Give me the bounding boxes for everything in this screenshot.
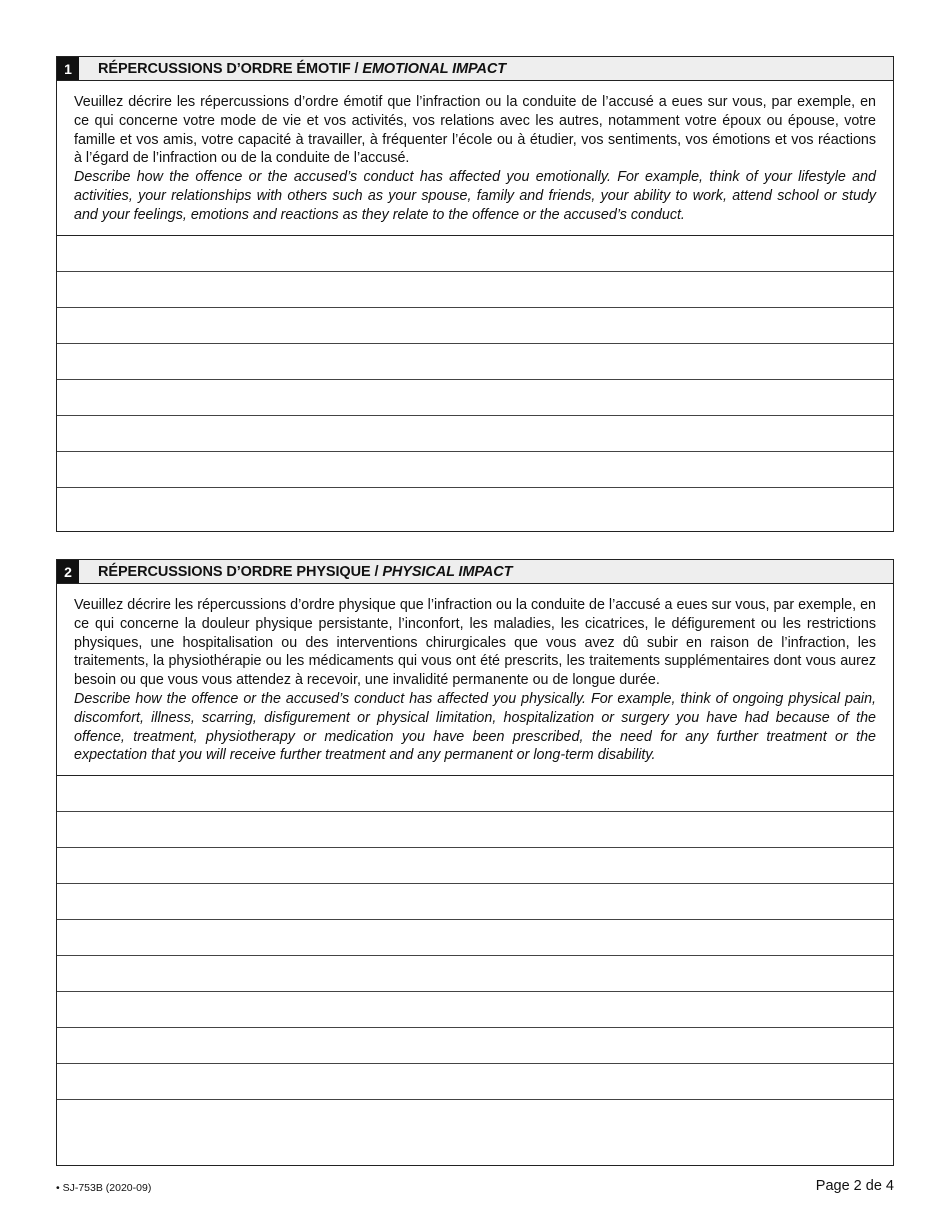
page-number: Page 2 de 4	[815, 1178, 894, 1194]
section-number: 2	[57, 560, 79, 583]
section-title-en: PHYSICAL IMPACT	[382, 563, 513, 580]
answer-line[interactable]	[57, 236, 893, 272]
answer-line[interactable]	[57, 416, 893, 452]
section-title	[98, 564, 512, 580]
section-title-fr: RÉPERCUSSIONS D’ORDRE PHYSIQUE /	[98, 563, 383, 580]
instructions-en: Describe how the offence or the accused’s conduct has affected you emotionally. For example, think of your lifestyle and activities, your relationships with others such as your spouse, family and friends, your ability to work, attend school or study and your feelings, emotions and reactions as they relate to the offence or the accused’s conduct.	[74, 169, 876, 223]
answer-line[interactable]	[57, 380, 893, 416]
answer-line[interactable]	[57, 452, 893, 488]
answer-line[interactable]	[57, 776, 893, 812]
answer-line[interactable]	[57, 272, 893, 308]
section-instructions	[57, 584, 893, 776]
answer-line[interactable]	[57, 884, 893, 920]
section-title	[98, 61, 506, 77]
answer-line[interactable]	[57, 812, 893, 848]
answer-line[interactable]	[57, 344, 893, 380]
section-title-fr: RÉPERCUSSIONS D’ORDRE ÉMOTIF /	[98, 60, 363, 77]
answer-line[interactable]	[57, 1100, 893, 1136]
section-number: 1	[57, 57, 79, 80]
instructions-fr: Veuillez décrire les répercussions d’ordre émotif que l’infraction ou la conduite de l’accusé a eues sur vous, par exemple, en ce qui concerne votre mode de vie et vos activités, vos relations avec les autres, notamment votre époux ou épouse, votre famille et vos amis, votre capacité à travailler, à fréquenter l’école ou à étudier, vos sentiments, vos émotions et vos réactions à l’égard de l’infraction ou de la conduite de l’accusé.	[74, 94, 876, 167]
section-instructions	[57, 81, 893, 236]
instructions-fr: Veuillez décrire les répercussions d’ordre physique que l’infraction ou la conduite de l’accusé a eues sur vous, par exemple, en ce qui concerne la douleur physique persistante, l’inconfort, les maladies, les cicatrices, le défigurement ou les restrictions physiques, une hospitalisation ou des interventions chirurgicales que vous avez dû subir en raison de l’infraction, les traitements, la physiothérapie ou les médicaments qui vous ont été prescrits, les traitements supplémentaires dont vous aurez besoin ou que vous vous attendez à recevoir, une invalidité permanente ou de longue durée.	[74, 597, 876, 689]
answer-line[interactable]	[57, 1064, 893, 1100]
answer-lines	[57, 776, 893, 1136]
instructions-en: Describe how the offence or the accused’s conduct has affected you physically. For example, think of ongoing physical pain, discomfort, illness, scarring, disfigurement or physical limitation, hospitalization or surgery you have had because of the offence, treatment, physiotherapy or medication you have been prescribed, the need for any further treatment or the expectation that you will receive further treatment and any permanent or long-term disability.	[74, 690, 876, 764]
section-header	[57, 560, 893, 584]
answer-line[interactable]	[57, 488, 893, 524]
section-title-en: EMOTIONAL IMPACT	[362, 60, 507, 77]
answer-line[interactable]	[57, 992, 893, 1028]
answer-line[interactable]	[57, 1028, 893, 1064]
answer-line[interactable]	[57, 848, 893, 884]
section-header	[57, 57, 893, 81]
answer-lines	[57, 236, 893, 524]
form-id: • SJ-753B (2020-09)	[56, 1182, 152, 1194]
answer-line[interactable]	[57, 920, 893, 956]
section-emotional-impact	[56, 56, 894, 532]
section-physical-impact	[56, 559, 894, 1166]
answer-line[interactable]	[57, 308, 893, 344]
answer-line[interactable]	[57, 956, 893, 992]
